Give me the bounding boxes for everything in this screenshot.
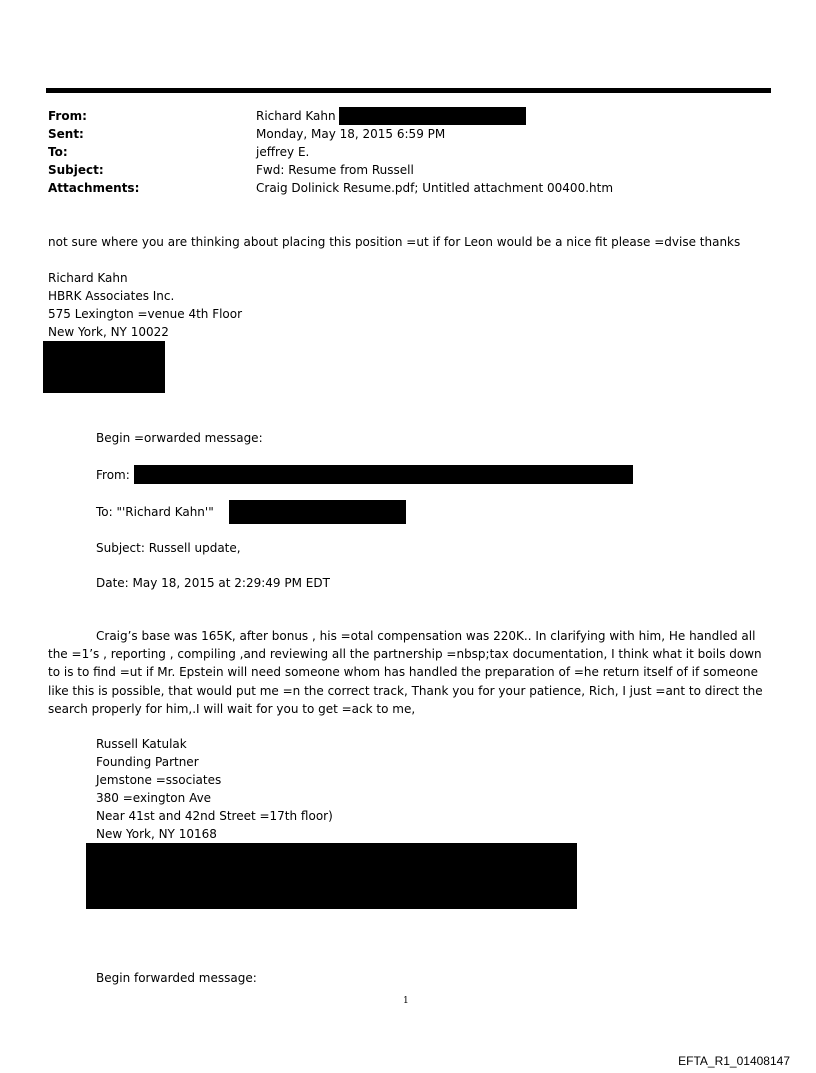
body-main: Craig’s base was 165K, after bonus , his =otal compensation was 220K.. In clarifying with him, He handled all the =1’s , reporting , compiling ,and reviewing all the partnership =nbsp;tax documentation, I think what it boils down to is to find =ut if Mr. Epstein will need someone whom has handled the preparation of =he return itself of if someone like this is possible, that would put me =n the correct track, Thank you for your patience, Rich, I just =ant to direct the search properly for him,.I will wait for you to get =ack to me, — [48, 629, 763, 716]
document-stamp: EFTA_R1_01408147 — [678, 1054, 790, 1068]
signature-line: 575 Lexington =venue 4th Floor — [48, 307, 243, 321]
signature-line: Russell Katulak — [96, 737, 187, 751]
forwarded-begin: Begin =orwarded message: — [96, 431, 263, 445]
signature-line: 380 =exington Ave — [96, 791, 212, 805]
to-label: To: — [48, 145, 68, 159]
attachments-value: Craig Dolinick Resume.pdf; Untitled attachment 00400.htm — [256, 181, 614, 195]
forwarded-date: Date: May 18, 2015 at 2:29:49 PM EDT — [96, 576, 330, 590]
redaction-box — [134, 465, 633, 484]
signature-line: HBRK Associates Inc. — [48, 289, 175, 303]
signature-line: Near 41st and 42nd Street =17th floor) — [96, 809, 333, 823]
subject-label: Subject: — [48, 163, 104, 177]
from-label: From: — [48, 109, 87, 123]
page-number: 1 — [403, 996, 409, 1006]
redaction-box — [86, 843, 577, 909]
subject-value: Fwd: Resume from Russell — [256, 163, 414, 177]
sent-label: Sent: — [48, 127, 84, 141]
signature-line: Jemstone =ssociates — [96, 773, 222, 787]
redaction-box — [43, 341, 165, 393]
signature-line: New York, NY 10022 — [48, 325, 169, 339]
header-rule — [46, 88, 771, 93]
signature-line: Founding Partner — [96, 755, 199, 769]
to-value: jeffrey E. — [256, 145, 310, 159]
signature-line: Richard Kahn — [48, 271, 128, 285]
body-intro: not sure where you are thinking about placing this position =ut if for Leon would be a nice fit please =dvise thanks — [48, 235, 741, 249]
sent-value: Monday, May 18, 2015 6:59 PM — [256, 127, 446, 141]
redaction-box — [229, 500, 406, 524]
forwarded-from: From: — [96, 468, 130, 482]
attachments-label: Attachments: — [48, 181, 140, 195]
signature-line: New York, NY 10168 — [96, 827, 217, 841]
forwarded-begin: Begin forwarded message: — [96, 971, 257, 985]
from-value: Richard Kahn — [256, 109, 336, 123]
forwarded-to: To: "'Richard Kahn'" — [96, 505, 214, 519]
forwarded-subject: Subject: Russell update, — [96, 541, 241, 555]
redaction-box — [339, 107, 526, 125]
